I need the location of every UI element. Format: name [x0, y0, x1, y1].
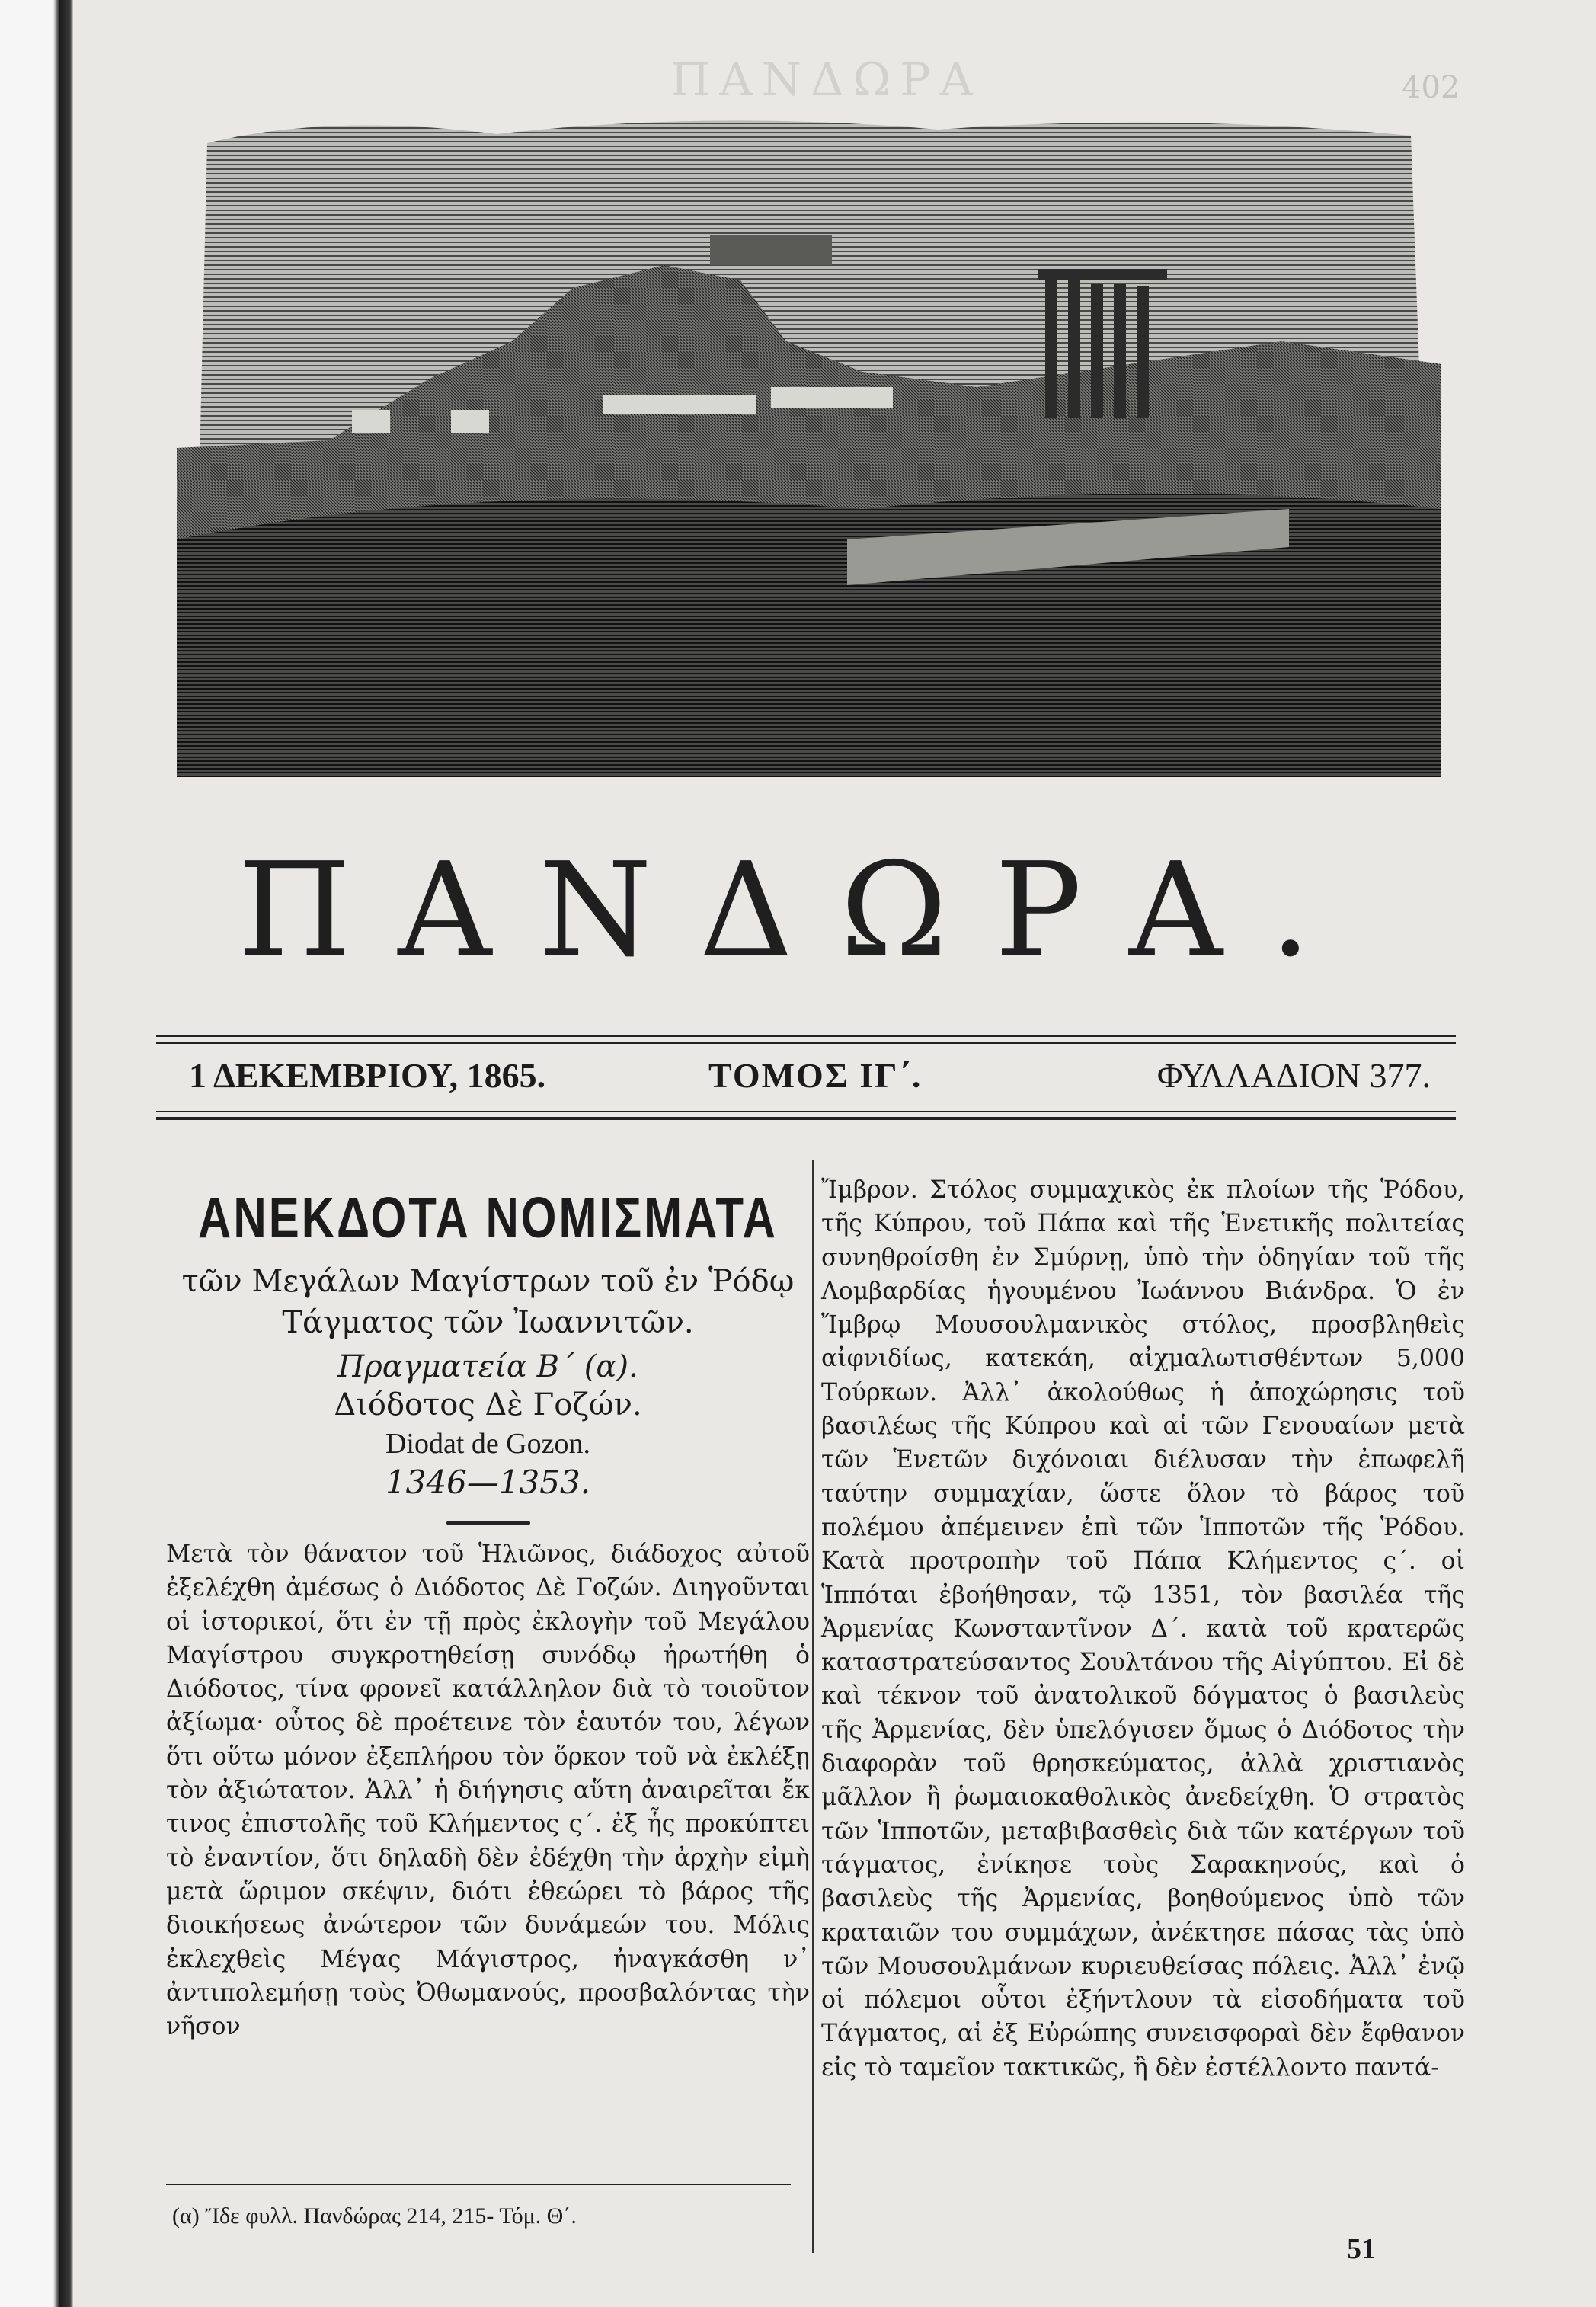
left-column	[166, 1173, 810, 2043]
grand-master-latin-name: Diodat de Gozon.	[385, 1428, 591, 1460]
ornament-divider	[446, 1521, 530, 1525]
issue-date: 1 ΔΕΚΕΜΒΡΙΟΥ, 1865.	[189, 1056, 546, 1095]
reign-years: 1346—1353.	[385, 1464, 591, 1501]
paragraph: Ἴμβρον. Στόλος συμμαχικὸς ἐκ πλοίων τῆς Ῥόδου, τῆς Κύπρου, τοῦ Πάπα καὶ τῆς Ἑνετικῆς πολιτείας συνηθροίσθη ἐν Σμύρνῃ, ὑπὸ τὴν ὁδηγίαν τοῦ τῆς Λομβαρδίας ἡγουμένου Ἰωάννου Βιάνδρα. Ὁ ἐν Ἴμβρῳ Μουσουλμανικὸς στόλος, προσβληθεὶς αἰφνιδίως, κατεκάη, αἰχμαλωτισθέντων 5,000 Τούρκων. Ἀλλ᾽ ἀκολούθως ἡ ἀποχώρησις τοῦ βασιλέως τῆς Κύπρου καὶ αἱ τῶν Γενουαίων μετὰ τῶν Ἑνετῶν διχόνοιαι διέλυσαν τὴν ἐπωφελῆ ταύτην συμμαχίαν, ὥστε ὅλον τὸ βάρος τοῦ πολέμου ἀπέμεινεν ἐπὶ τῶν Ἱπποτῶν τῆς Ῥόδου. Κατὰ προτροπὴν τοῦ Πάπα Κλήμεντος ς΄. οἱ Ἱππόται ἐβοήθησαν, τῷ 1351, τὸν βασιλέα τῆς Ἀρμενίας Κωνσταντῖνον Δ΄. κατὰ τοῦ κρατερῶς καταστρατεύσαντος Σουλτάνου τῆς Αἰγύπτου. Εἰ δὲ καὶ τέκνον τοῦ ἀνατολικοῦ δόγματος ὁ βασιλεὺς τῆς Ἀρμενίας, δὲν ὑπελόγισεν ὅμως ὁ Διόδοτος τὴν διαφορὰν τοῦ θρησκεύματος, ἀλλὰ χριστιανὸς μᾶλλον ἢ ῥωμαιοκαθολικὸς ἀνεδείχθη. Ὁ στρατὸς τῶν Ἱπποτῶν, μεταβιβασθεὶς διὰ τῶν κατέργων τοῦ τάγματος, ἐνίκησε τοὺς Σαρακηνούς, καὶ ὁ βασιλεὺς τῆς Ἀρμενίας, βοηθούμενος ὑπὸ τῶν κραταιῶν του συμμάχων, ἀνέκτησε πάσας τὰς ὑπὸ τῶν Μουσουλμάνων κυριευθείσας πόλεις. Ἀλλ᾽ ἐνῷ οἱ πόλεμοι οὗτοι ἐξήντλουν τὰ εἰσοδήματα τοῦ Τάγματος, αἱ ἐξ Εὐρώπης συνεισφοραὶ δὲν ἔφθανον εἰς τὸ ταμεῖον τακτικῶς, ἢ δὲν ἐστέλλοντο παντά-	[821, 1176, 1465, 2081]
footnote-rule	[166, 2184, 791, 2185]
column-divider	[812, 1160, 814, 2253]
top-double-rule-2	[156, 1042, 1456, 1044]
page-number: 51	[1347, 2233, 1376, 2265]
footnote: (α) Ἴδε φυλλ. Πανδώρας 214, 215- Τόμ. Θ΄.	[172, 2203, 577, 2229]
dateline	[189, 1055, 1431, 1101]
right-column	[821, 1173, 1465, 2085]
grand-master-name: Διόδοτος Δὲ Γοζών.	[334, 1387, 642, 1422]
bottom-double-rule	[156, 1111, 1456, 1112]
left-column-text	[166, 1537, 810, 2043]
top-double-rule	[156, 1035, 1456, 1037]
bleed-through-number: 402	[1402, 70, 1460, 105]
article-subtitle: τῶν Μεγάλων Μαγίστρων τοῦ ἐν Ῥόδῳ Τάγματος τῶν Ἰωαννιτῶν.	[181, 1264, 795, 1340]
masthead-title: ΠΑΝΔΩΡΑ.	[238, 835, 1358, 986]
volume-number: ΤΟΜΟΣ ΙΓ΄.	[708, 1056, 923, 1095]
binding-edge	[0, 0, 73, 2307]
acropolis-engraving	[177, 113, 1441, 777]
paragraph: Μετὰ τὸν θάνατον τοῦ Ἡλιῶνος, διάδοχος αὐτοῦ ἐξελέχθη ἀμέσως ὁ Διόδοτος Δὲ Γοζών. Διηγοῦνται οἱ ἱστορικοί, ὅτι ἐν τῇ πρὸς ἐκλογὴν τοῦ Μεγάλου Μαγίστρου συγκροτηθείσῃ συνόδῳ ἠρωτήθη ὁ Διόδοτος, τίνα φρονεῖ κατάλληλον διὰ τὸ τοιοῦτον ἀξίωμα· οὗτος δὲ προέτεινε τὸν ἑαυτόν του, λέγων ὅτι οὕτω μόνον ἐξεπλήρου τὸν ὅρκον τοῦ νὰ ἐκλέξῃ τὸν ἀξιώτατον. Ἀλλ᾽ ἡ διήγησις αὕτη ἀναιρεῖται ἔκ τινος ἐπιστολῆς τοῦ Κλήμεντος ς΄. ἐξ ἧς προκύπτει τὸ ἐναντίον, ὅτι δηλαδὴ δὲν ἐδέχθη τὴν ἀρχὴν εἰμὴ μετὰ ὥριμον σκέψιν, διότι ἐθεώρει τὸ βάρος τῆς διοικήσεως ἀνώτερον τῶν δυνάμεών του. Μόλις ἐκλεχθεὶς Μέγας Μάγιστρος, ἠναγκάσθη ν᾽ ἀντιπολεμήσῃ τοὺς Ὀθωμανούς, προσβαλόντας τὴν νῆσον	[166, 1541, 810, 2041]
article-title: ΑΝΕΚΔΟΤΑ ΝΟΜΙΣΜΑΤΑ	[198, 1185, 778, 1250]
article-part: Πραγματεία Β΄ (α).	[337, 1349, 638, 1384]
right-column-text	[821, 1173, 1465, 2085]
bleed-through-text: ΠΑΝΔΩΡΑ	[670, 53, 982, 107]
issue-number: ΦΥΛΛΑΔΙΟΝ 377.	[1156, 1056, 1431, 1095]
bottom-double-rule-2	[156, 1117, 1456, 1120]
